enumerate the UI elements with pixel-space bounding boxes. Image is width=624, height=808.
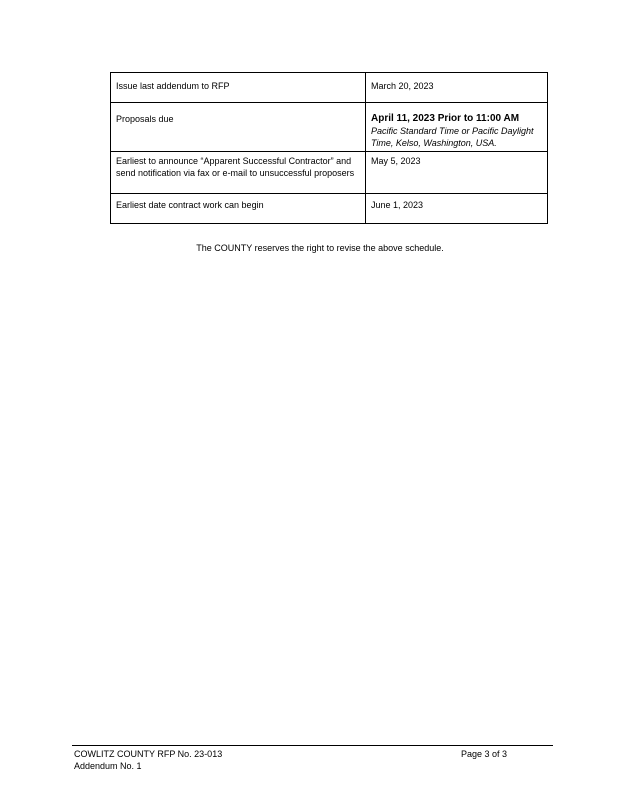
date-cell <box>366 103 548 152</box>
table-row <box>111 152 548 194</box>
event-cell: Earliest date contract work can begin <box>111 194 366 224</box>
event-cell: Proposals due <box>111 103 366 152</box>
footer-left <box>74 748 222 772</box>
date-cell: May 5, 2023 <box>366 152 548 194</box>
schedule-note: The COUNTY reserves the right to revise the above schedule. <box>196 243 444 253</box>
proposal-due-time-note: Pacific Standard Time or Pacific Daylight Time, Kelso, Washington, USA. <box>371 126 534 148</box>
date-cell: March 20, 2023 <box>366 73 548 103</box>
table-row <box>111 73 548 103</box>
table-row <box>111 103 548 152</box>
table-row <box>111 194 548 224</box>
schedule-table <box>110 72 548 224</box>
footer-divider <box>72 745 553 746</box>
footer-page-number: Page 3 of 3 <box>461 749 508 759</box>
footer-addendum: Addendum No. 1 <box>74 761 142 771</box>
proposal-due-date: April 11, 2023 Prior to 11:00 AM <box>371 113 520 124</box>
event-cell: Issue last addendum to RFP <box>111 73 366 103</box>
footer-title: COWLITZ COUNTY RFP No. 23-013 <box>74 749 223 759</box>
event-cell: Earliest to announce “Apparent Successful Contractor” and send notification via fax or e-mail to unsuccessful proposers <box>111 152 366 194</box>
date-cell: June 1, 2023 <box>366 194 548 224</box>
